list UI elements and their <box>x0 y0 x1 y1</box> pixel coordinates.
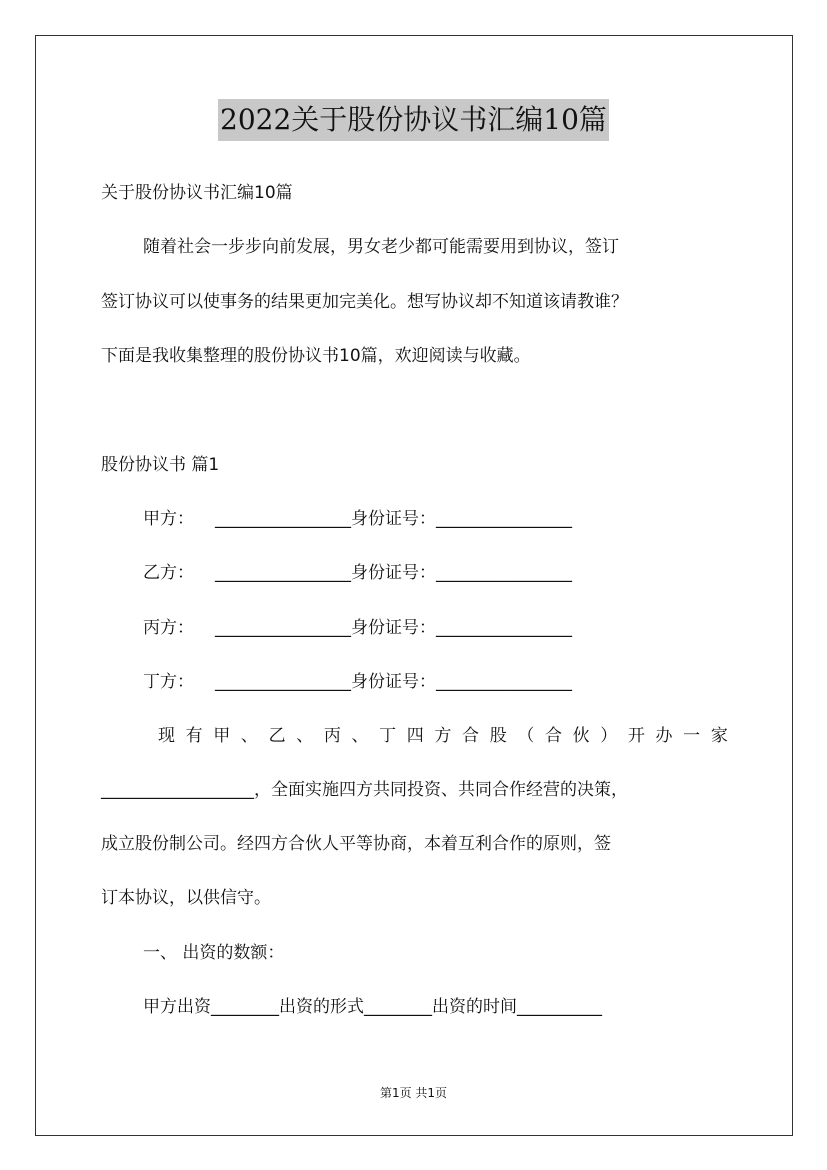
party-label: 丙方： <box>143 618 194 638</box>
paragraph-char: 家 <box>710 726 728 746</box>
party-row <box>143 561 572 585</box>
id-label: 身份证号： <box>351 563 436 583</box>
intro-line-3: 下面是我收集整理的股份协议书10篇，欢迎阅读与收藏。 <box>101 346 531 366</box>
paragraph-char: 一 <box>683 726 701 746</box>
id-label: 身份证号： <box>351 509 436 529</box>
paragraph-char: ） <box>600 726 618 746</box>
paragraph-char: 合 <box>544 726 562 746</box>
party-label: 乙方： <box>143 563 194 583</box>
party-row <box>143 670 572 694</box>
clause-heading: 一、 出资的数额： <box>143 943 285 963</box>
id-blank: ________________ <box>436 509 572 529</box>
paragraph-char: 现 <box>158 726 175 746</box>
id-blank: ________________ <box>436 672 572 692</box>
party-label: 甲方： <box>143 509 194 529</box>
paragraph-line-4: 订本协议，以供信守。 <box>101 888 271 908</box>
party-name-blank: ________________ <box>215 509 351 529</box>
paragraph-char: 有 <box>185 726 203 746</box>
party-name-blank: ________________ <box>215 618 351 638</box>
paragraph-char: 开 <box>627 726 645 746</box>
intro-line-1: 随着社会一步步向前发展，男女老少都可能需要用到协议，签订 <box>143 237 619 257</box>
paragraph-char: 丁 <box>379 726 397 746</box>
id-label: 身份证号： <box>351 618 436 638</box>
paragraph-char: 合 <box>462 726 480 746</box>
section-heading: 股份协议书 篇1 <box>101 455 220 475</box>
paragraph-char: 股 <box>489 726 507 746</box>
document-title <box>0 99 827 141</box>
id-label: 身份证号： <box>351 672 436 692</box>
paragraph-line-3: 成立股份制公司。经四方合伙人平等协商，本着互利合作的原则，签 <box>101 834 611 854</box>
paragraph-char: 丙 <box>323 726 341 746</box>
paragraph-first-line <box>158 724 728 748</box>
party-row <box>143 616 572 640</box>
id-blank: ________________ <box>436 563 572 583</box>
paragraph-char: 甲 <box>213 726 231 746</box>
paragraph-char: 伙 <box>572 726 590 746</box>
paragraph-line-2: __________________，全面实施四方共同投资、共同合作经营的决策， <box>101 780 628 800</box>
paragraph-char: 方 <box>434 726 452 746</box>
party-name-blank: ________________ <box>215 563 351 583</box>
party-label: 丁方： <box>143 672 194 692</box>
paragraph-char: 、 <box>240 726 258 746</box>
intro-line-2: 签订协议可以使事务的结果更加完美化。想写协议却不知道该请教谁？ <box>101 292 628 312</box>
paragraph-char: 、 <box>296 726 314 746</box>
party-row <box>143 507 572 531</box>
party-name-blank: ________________ <box>215 672 351 692</box>
paragraph-char: 、 <box>351 726 369 746</box>
paragraph-char: 四 <box>406 726 424 746</box>
paragraph-char: 乙 <box>268 726 286 746</box>
clause-detail: 甲方出资________出资的形式________出资的时间__________ <box>143 997 602 1017</box>
document-title-text: 2022关于股份协议书汇编10篇 <box>218 99 609 141</box>
paragraph-char: 办 <box>655 726 673 746</box>
page-footer: 第1页 共1页 <box>379 1086 448 1100</box>
id-blank: ________________ <box>436 618 572 638</box>
subtitle: 关于股份协议书汇编10篇 <box>101 183 293 203</box>
paragraph-char: （ <box>517 726 535 746</box>
